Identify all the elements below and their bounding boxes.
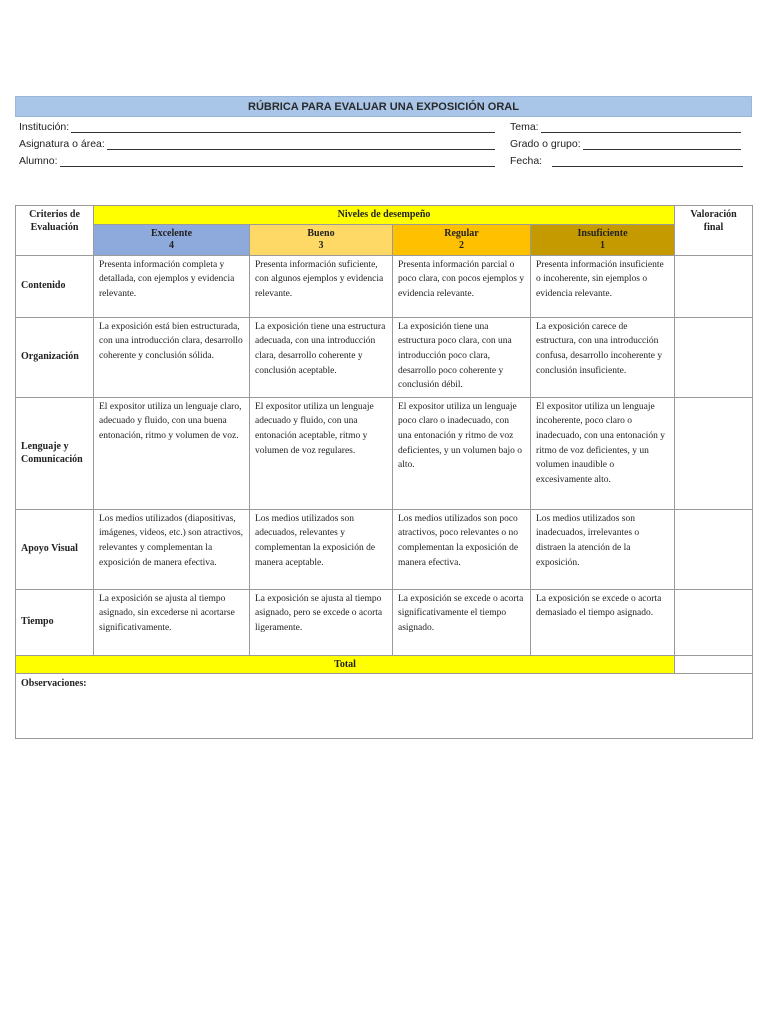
alumno-field[interactable] xyxy=(19,155,495,167)
grado-line[interactable] xyxy=(583,138,741,150)
level-name: Regular xyxy=(444,227,479,239)
rubric-page xyxy=(15,96,752,739)
tema-label: Tema: xyxy=(510,121,539,133)
level-insuficiente xyxy=(531,224,675,255)
info-fields xyxy=(15,117,752,205)
rubric-cell: La exposición está bien estructurada, con una introducción clara, desarrollo coherente y conclusión sólida. xyxy=(94,317,250,397)
fecha-label: Fecha: xyxy=(510,155,543,167)
table-row xyxy=(16,317,753,397)
niveles-header: Niveles de desempeño xyxy=(94,206,675,225)
tema-line[interactable] xyxy=(541,121,741,133)
rubric-cell: Los medios utilizados son poco atractivos, poco relevantes o no complementan la exposición de manera efectiva. xyxy=(393,509,531,589)
rubric-cell: La exposición tiene una estructura adecuada, con una introducción clara, desarrollo coherente y conclusión aceptable. xyxy=(250,317,393,397)
rubric-cell: La exposición se ajusta al tiempo asignado, sin excederse ni acortarse significativamente. xyxy=(94,589,250,655)
rubric-cell: La exposición carece de estructura, con una introducción confusa, desarrollo incoherente y conclusión insuficiente. xyxy=(531,317,675,397)
level-bueno xyxy=(250,224,393,255)
criterion-label: Organización xyxy=(16,317,94,397)
table-row xyxy=(16,589,753,655)
valoracion-cell[interactable] xyxy=(675,589,753,655)
rubric-cell: La exposición se ajusta al tiempo asignado, pero se excede o acorta ligeramente. xyxy=(250,589,393,655)
asignatura-field[interactable] xyxy=(19,138,495,150)
criterion-label: Lenguaje y Comunicación xyxy=(16,397,94,509)
valoracion-cell[interactable] xyxy=(675,397,753,509)
rubric-cell: El expositor utiliza un lenguaje incoherente, poco claro o inadecuado, con una entonación y ritmo de voz deficientes, y un volumen inaudible o excesivamente alto. xyxy=(531,397,675,509)
grado-label: Grado o grupo: xyxy=(510,138,581,150)
level-name: Insuficiente xyxy=(577,227,628,239)
table-row xyxy=(16,397,753,509)
observaciones-box[interactable] xyxy=(16,674,753,739)
total-value-cell[interactable] xyxy=(675,655,753,674)
rubric-cell: El expositor utiliza un lenguaje claro, adecuado y fluido, con una buena entonación, ritmo y volumen de voz. xyxy=(94,397,250,509)
rubric-cell: El expositor utiliza un lenguaje adecuado y fluido, con una entonación aceptable, ritmo y volumen de voz regulares. xyxy=(250,397,393,509)
institucion-label: Institución: xyxy=(19,121,70,133)
rubric-cell: Presenta información insuficiente o incoherente, sin ejemplos o evidencia relevante. xyxy=(531,255,675,317)
alumno-line[interactable] xyxy=(60,155,495,167)
valoracion-header: Valoración final xyxy=(675,206,753,256)
rubric-cell: La exposición se excede o acorta demasiado el tiempo asignado. xyxy=(531,589,675,655)
rubric-cell: Presenta información suficiente, con algunos ejemplos y evidencia relevante. xyxy=(250,255,393,317)
rubric-cell: La exposición tiene una estructura poco clara, con una introducción poco clara, desarrollo poco coherente y conclusión débil. xyxy=(393,317,531,397)
criterion-label: Apoyo Visual xyxy=(16,509,94,589)
institucion-line[interactable] xyxy=(71,121,495,133)
level-score: 2 xyxy=(459,239,464,251)
level-excelente xyxy=(94,224,250,255)
valoracion-cell[interactable] xyxy=(675,509,753,589)
level-score: 3 xyxy=(318,239,324,251)
rubric-table xyxy=(15,205,753,739)
level-score: 4 xyxy=(169,239,174,251)
rubric-cell: Presenta información completa y detallada, con ejemplos y evidencia relevante. xyxy=(94,255,250,317)
observaciones-label: Observaciones: xyxy=(21,678,87,689)
criterion-label: Contenido xyxy=(16,255,94,317)
valoracion-cell[interactable] xyxy=(675,255,753,317)
asignatura-label: Asignatura o área: xyxy=(19,138,105,150)
alumno-label: Alumno: xyxy=(19,155,58,167)
rubric-cell: El expositor utiliza un lenguaje poco claro o inadecuado, con una entonación y ritmo de voz deficientes, y un volumen bajo o alto. xyxy=(393,397,531,509)
rubric-cell: Los medios utilizados (diapositivas, imágenes, videos, etc.) son atractivos, relevantes y complementan la exposición de manera efectiva. xyxy=(94,509,250,589)
total-label: Total xyxy=(16,655,675,674)
rubric-cell: Los medios utilizados son inadecuados, irrelevantes o distraen la atención de la exposición. xyxy=(531,509,675,589)
document-title: RÚBRICA PARA EVALUAR UNA EXPOSICIÓN ORAL xyxy=(15,96,752,117)
level-name: Excelente xyxy=(150,227,193,239)
valoracion-cell[interactable] xyxy=(675,317,753,397)
fecha-field[interactable] xyxy=(510,155,743,167)
tema-field[interactable] xyxy=(510,121,741,133)
table-row xyxy=(16,509,753,589)
rubric-cell: Los medios utilizados son adecuados, relevantes y complementan la exposición de manera aceptable. xyxy=(250,509,393,589)
asignatura-line[interactable] xyxy=(107,138,495,150)
criterios-header: Criterios de Evaluación xyxy=(16,206,94,256)
criterion-label: Tiempo xyxy=(16,589,94,655)
fecha-line[interactable] xyxy=(552,155,743,167)
level-regular xyxy=(393,224,531,255)
level-score: 1 xyxy=(600,239,606,251)
rubric-cell: La exposición se excede o acorta significativamente el tiempo asignado. xyxy=(393,589,531,655)
institucion-field[interactable] xyxy=(19,121,495,133)
table-row xyxy=(16,255,753,317)
level-name: Bueno xyxy=(307,227,335,239)
rubric-cell: Presenta información parcial o poco clara, con pocos ejemplos y evidencia relevante. xyxy=(393,255,531,317)
grado-field[interactable] xyxy=(510,138,741,150)
